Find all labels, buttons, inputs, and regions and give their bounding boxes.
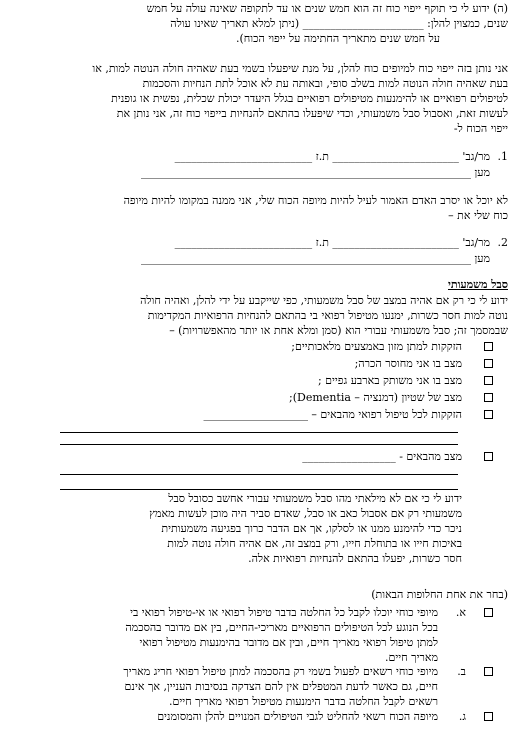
alternative-line: בכל הנוגע לכל הטיפולים הרפואיים מאריכי-החיים, בין אם מדובר בהסכמה [125, 621, 438, 634]
option-checkbox[interactable] [484, 410, 493, 419]
alternative-line: מיופה הכוח רשאי להחליט לגבי הטיפולים המנויים להלן והמסומנים [157, 710, 438, 723]
agent2-name-id-field[interactable]: מר/גב' _______________________ ת.ז _________________________ [174, 236, 490, 249]
alternative-line: חיים, גם כאשר לדעת המטפלים אין להם הצדקה בנסיבות העניין, אך אינם [124, 680, 438, 693]
option-label: הזקקות לכל טיפול רפואי מהבאים – ___________________ [203, 408, 462, 421]
agent2-number: 2. [497, 236, 508, 249]
agent1-number: 1. [497, 150, 508, 163]
intro-line-1: (ה) ידוע לי כי תוקף ייפוי כוח זה הוא חמש שנים או עד לתקופה שאינה עולה על חמש [146, 2, 508, 15]
alternative-letter: ג. [458, 710, 466, 723]
alternative-letter: א. [455, 606, 466, 619]
fill-in-line[interactable] [60, 432, 458, 433]
para1-line-3: לטיפולים רפואיים או להימנעות מטיפולים רפואיים בגלל היעדר יכולת שכלית, נפשית או גופנית [111, 92, 508, 105]
para3-line-4: באיכות חייו או בתוחלת חייו, ורק במצב זה, אם אהיה חולה נוטה למות [167, 537, 462, 550]
agent2-address-field[interactable]: מען ____________________________________________________________ [140, 252, 490, 265]
alternative-checkbox-c[interactable] [484, 712, 493, 721]
suffering-line-1: ידוע לי כי רק אם אהיה במצב של סבל משמעותי, כפי שייקבע על ידי להלן, ואהיה חולה [140, 294, 508, 307]
alternative-line: מיופי כוחי רשאים לפעול בשמי רק בהסכמה למתן טיפול רפואי חריג מאריך [123, 665, 438, 678]
para3-line-2: משמעותי רק אם אסבול כאב או סבל, שאדם סביר היה מוכן לעשות מאמץ [149, 507, 462, 520]
para3-line-5: חסר כשרות, יפעלו בהתאם להנחיות רפואיות אלה. [248, 552, 462, 565]
para1-line-1: אני נותן בזה ייפוי כוח למיופים כוח להלן, על מנת שיפעלו בשמי בעת שאהיה חולה הנוטה למות, או [92, 62, 508, 75]
suffering-heading: סבל משמעותי [448, 278, 508, 291]
para2-line-1: לא יוכל או יסרב האדם האמור לעיל להיות מיופה הכוח שלי, אני ממנה במקומו להיות מיופה [123, 194, 508, 207]
option-label: מצב בו אני מחוסר הכרה; [354, 357, 462, 370]
fill-in-line[interactable] [60, 489, 458, 490]
para2-line-2: כוח שלי את – [448, 209, 508, 222]
option-label: הזקקות למתן מזון באמצעים מלאכותיים; [291, 340, 462, 353]
option-label: מצב בו אני משותק בארבע גפיים ; [317, 374, 462, 387]
option-checkbox[interactable] [484, 376, 493, 385]
para1-line-2: בעת שאהיה חולה הנוטה למות בשלב סופי, ובאותה עת לא אוכל לתת הנחיות והסכמות [142, 77, 508, 90]
alternative-line: מיופי כוחי יוכלו לקבל כל החלטה בדבר טיפול רפואי או אי-טיפול רפואי בי [130, 606, 438, 619]
para1-line-5: ייפוי הכוח ל- [453, 122, 508, 135]
option-checkbox[interactable] [484, 393, 493, 402]
suffering-line-2: נוטה למות חסר כשרות, ימנעו מטיפול רפואי בי בהתאם להנחיות הרפואיות המקדימות [147, 309, 508, 322]
alternative-line: מאריך חיים. [385, 651, 438, 664]
alternative-checkbox-a[interactable] [484, 608, 493, 617]
alternative-line: רשאים לקבל החלטה בדבר הימנעות מטיפול רפואי מאריך חיים. [169, 695, 438, 708]
para1-line-4: לעשות זאת, ואסבול סבל משמעותי, וכדי שיפעלו בהתאם להנחיות בייפוי כוח זה, אני נותן את [116, 107, 508, 120]
para3-line-3: ניכר כדי להימנע ממנו או לסלקו, אך אם הדבר כרוך בפגיעה משמעותית [161, 522, 462, 535]
agent1-name-id-field[interactable]: מר/גב' _______________________ ת.ז _________________________ [174, 150, 490, 163]
choose-instruction: (בחר את אחת החלופות הבאות) [371, 588, 508, 601]
intro-line-3: על חמש שנים מתאריך החתימה על ייפוי הכוח). [236, 32, 440, 45]
alternative-line: למתן טיפול רפואי מאריך חיים, ובין אם מדובר בהימנעות מטיפול רפואי [139, 636, 438, 649]
option-checkbox[interactable] [484, 342, 493, 351]
fill-in-line[interactable] [60, 444, 458, 445]
option-label: מצב מהבאים - _________________ [302, 450, 462, 463]
option-checkbox[interactable] [484, 359, 493, 368]
option-label: מצב של שטיון (דמנציה – Dementia); [289, 391, 462, 404]
alternative-checkbox-b[interactable] [484, 667, 493, 676]
fill-in-line[interactable] [60, 474, 458, 475]
para3-line-1: ידוע לי כי אם לא מילאתי מהו סבל משמעותי עבורי אחשב כסובל סבל [168, 492, 462, 505]
alternative-letter: ב. [457, 665, 466, 678]
option-checkbox[interactable] [484, 452, 493, 461]
agent1-address-field[interactable]: מען ____________________________________________________________ [140, 166, 490, 179]
intro-line-2: שנים, כמצוין להלן: ______________________ (ניתן למלא תאריך שאינו עולה [170, 17, 508, 30]
suffering-line-3: שבמסמך זה; סבל משמעותי עבורי הוא (סמן ומלא אחת או יותר מהאפשרויות) – [169, 324, 508, 337]
